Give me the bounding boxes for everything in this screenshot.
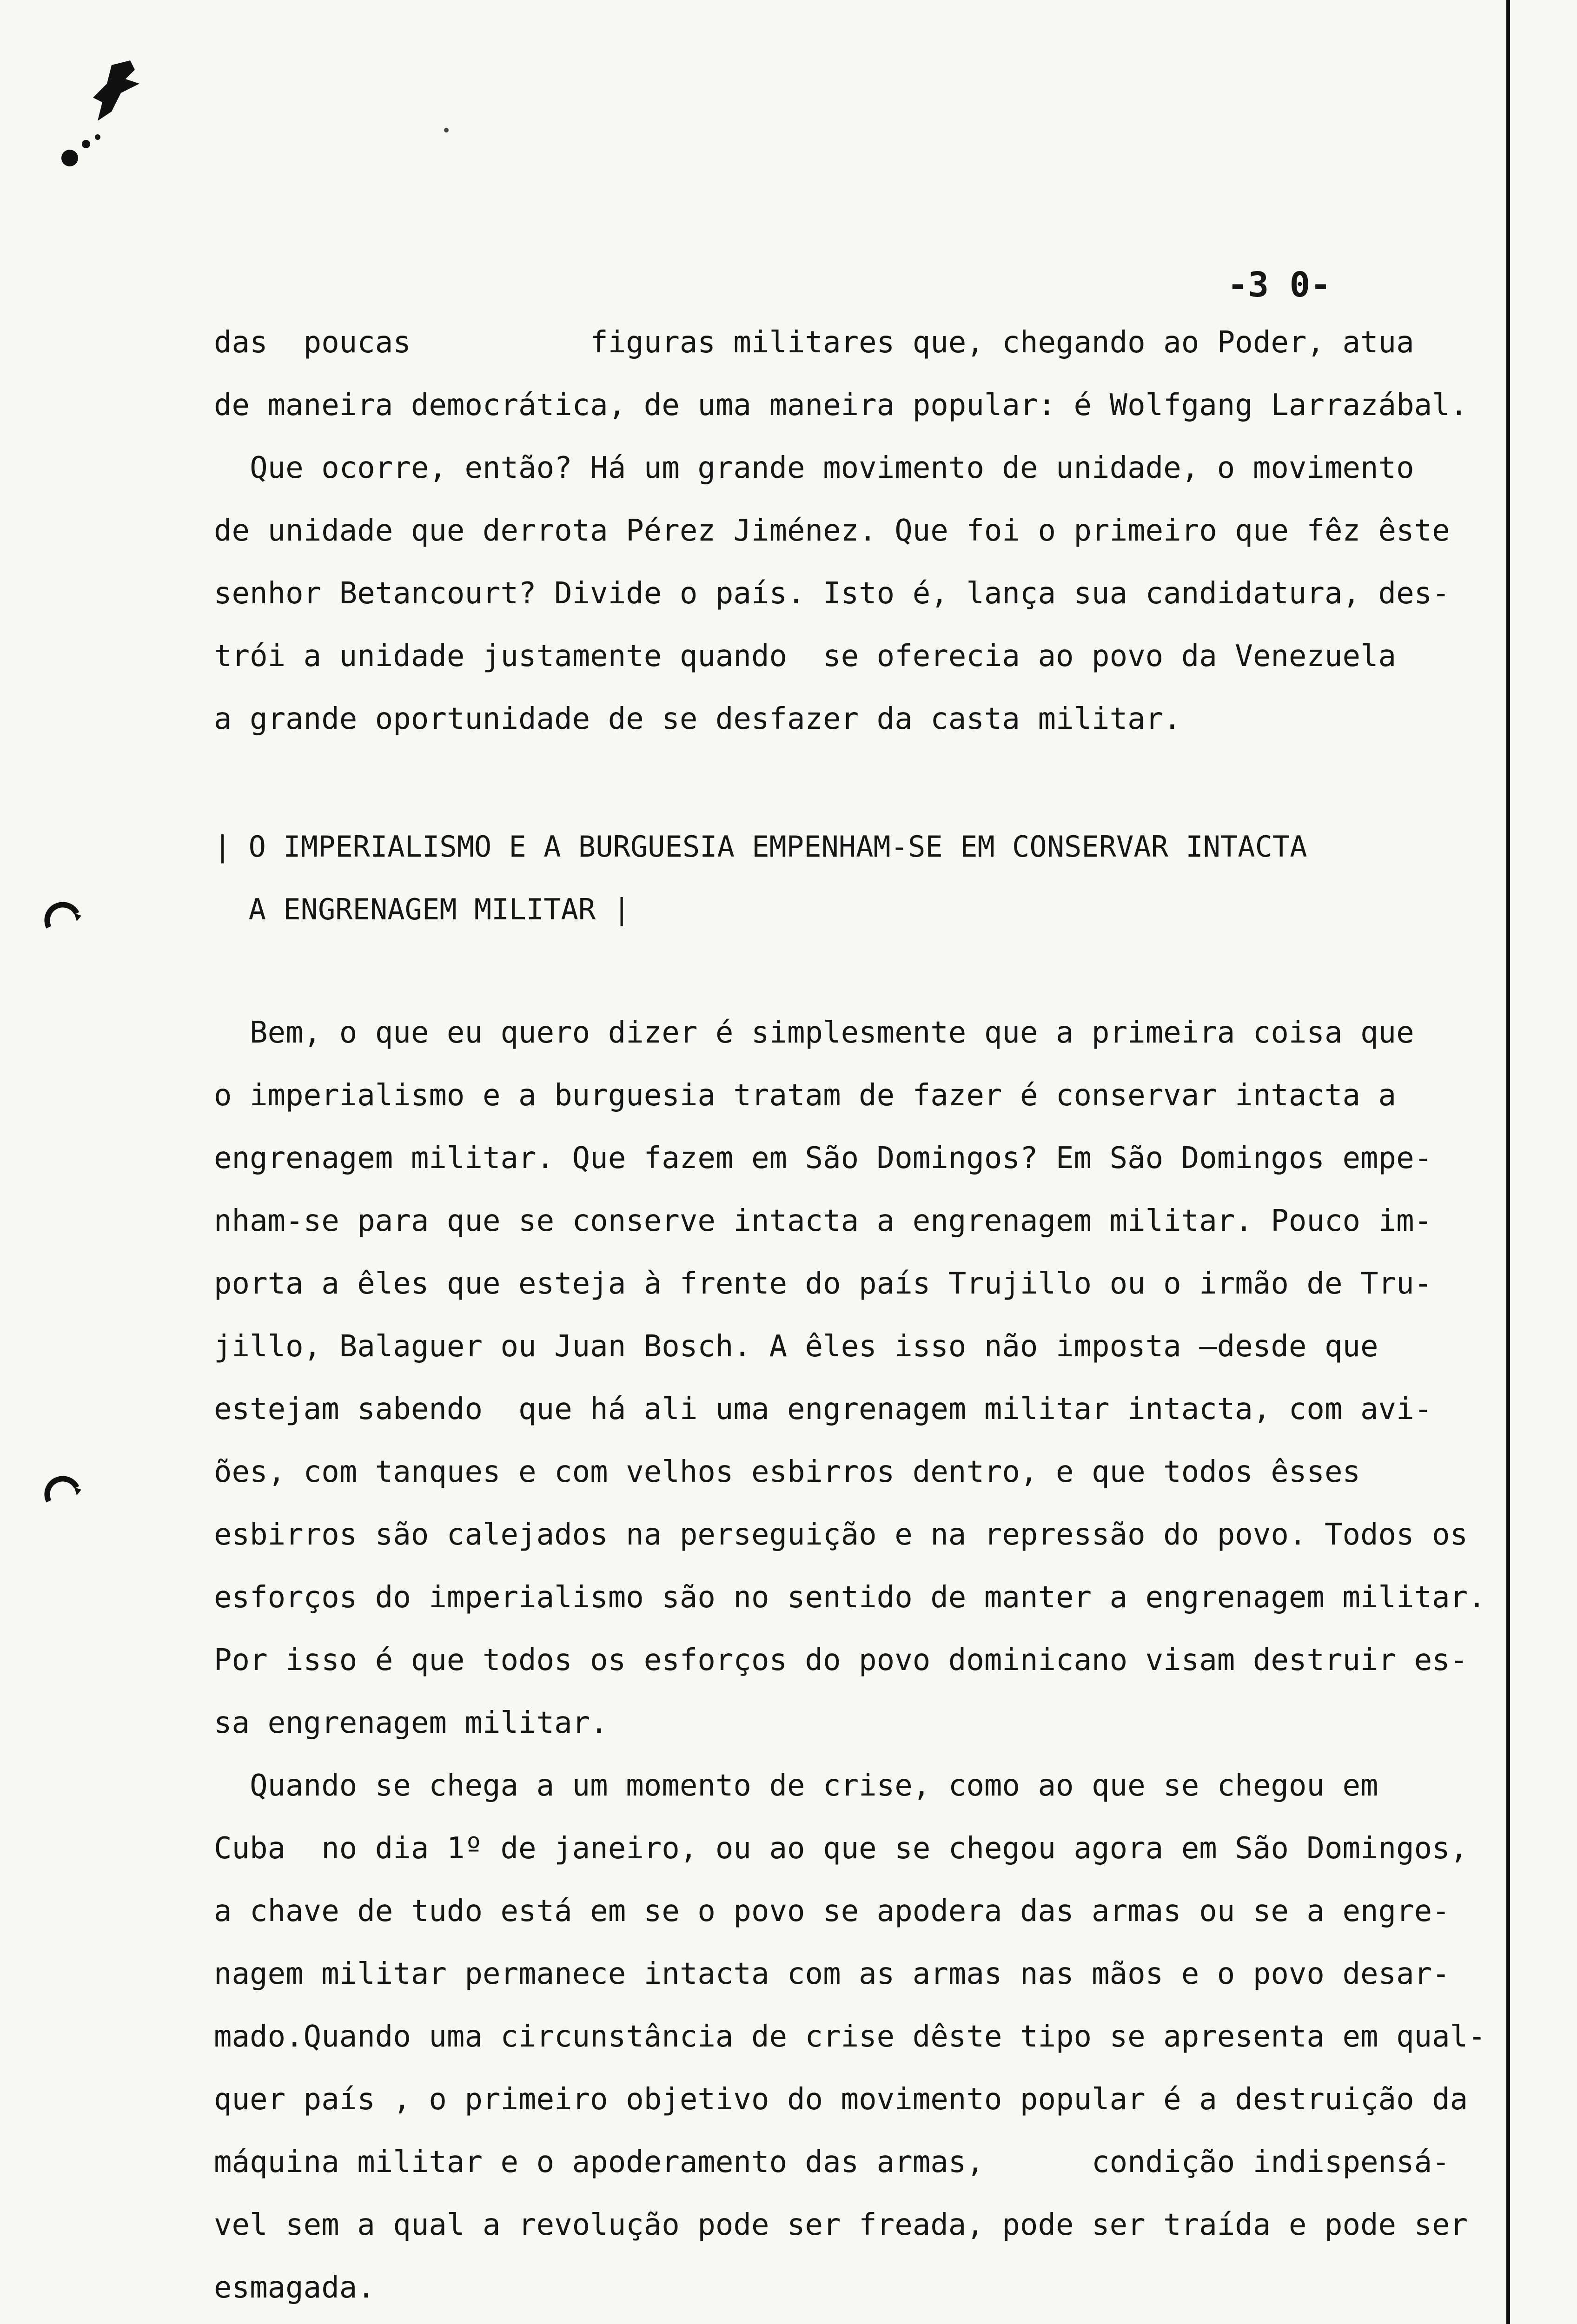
text-line: esmagada.	[214, 2271, 375, 2305]
text-line: das poucas figuras militares que, chegando ao Poder, atua	[214, 325, 1414, 360]
text-line: senhor Betancourt? Divide o país. Isto é, lança sua candidatura, des-	[214, 576, 1450, 611]
punch-hole-mark	[42, 892, 84, 934]
text-line: Que ocorre, então? Há um grande movimento de unidade, o movimento	[214, 451, 1414, 485]
text-line: trói a unidade justamente quando se oferecia ao povo da Venezuela	[214, 639, 1397, 673]
text-line: o imperialismo e a burguesia tratam de fazer é conservar intacta a	[214, 1078, 1397, 1113]
ink-blot-mark	[42, 51, 153, 172]
text-line: de unidade que derrota Pérez Jiménez. Que foi o primeiro que fêz êste	[214, 514, 1450, 548]
text-line: jillo, Balaguer ou Juan Bosch. A êles isso não imposta —desde que	[214, 1329, 1378, 1364]
text-line: esbirros são calejados na perseguição e na repressão do povo. Todos os	[214, 1518, 1468, 1552]
text-line: nagem militar permanece intacta com as armas nas mãos e o povo desar-	[214, 1957, 1450, 1991]
text-line: ões, com tanques e com velhos esbirros dentro, e que todos êsses	[214, 1455, 1360, 1489]
text-line: porta a êles que esteja à frente do país Trujillo ou o irmão de Tru-	[214, 1267, 1432, 1301]
text-line: engrenagem militar. Que fazem em São Domingos? Em São Domingos empe-	[214, 1141, 1432, 1175]
text-line: máquina militar e o apoderamento das armas, condição indispensá-	[214, 2145, 1450, 2179]
heading-line: A ENGRENAGEM MILITAR |	[214, 892, 630, 926]
text-line: a grande oportunidade de se desfazer da casta militar.	[214, 702, 1181, 736]
speck-mark	[444, 128, 449, 132]
text-line: Por isso é que todos os esforços do povo dominicano visam destruir es-	[214, 1643, 1468, 1677]
text-line: quer país , o primeiro objetivo do movimento popular é a destruição da	[214, 2082, 1468, 2117]
page-number: -3 0-	[1227, 265, 1331, 305]
text-line: sa engrenagem militar.	[214, 1706, 608, 1740]
text-line: Bem, o que eu quero dizer é simplesmente que a primeira coisa que	[214, 1016, 1414, 1050]
punch-hole-mark	[42, 1466, 84, 1508]
text-line: de maneira democrática, de uma maneira popular: é Wolfgang Larrazábal.	[214, 388, 1468, 423]
text-line: Quando se chega a um momento de crise, como ao que se chegou em	[214, 1769, 1378, 1803]
right-margin-rule	[1506, 0, 1510, 2324]
text-line: Cuba no dia 1º de janeiro, ou ao que se chegou agora em São Domingos,	[214, 1831, 1468, 1866]
text-line: vel sem a qual a revolução pode ser freada, pode ser traída e pode ser	[214, 2208, 1468, 2242]
heading-line: | O IMPERIALISMO E A BURGUESIA EMPENHAM-SE EM CONSERVAR INTACTA	[214, 830, 1307, 864]
text-line: esforços do imperialismo são no sentido de manter a engrenagem militar.	[214, 1580, 1486, 1615]
text-line: mado.Quando uma circunstância de crise dêste tipo se apresenta em qual-	[214, 2020, 1486, 2054]
text-line: a chave de tudo está em se o povo se apodera das armas ou se a engre-	[214, 1894, 1450, 1928]
text-line: estejam sabendo que há ali uma engrenagem militar intacta, com avi-	[214, 1392, 1432, 1426]
text-line: nham-se para que se conserve intacta a engrenagem militar. Pouco im-	[214, 1204, 1432, 1238]
